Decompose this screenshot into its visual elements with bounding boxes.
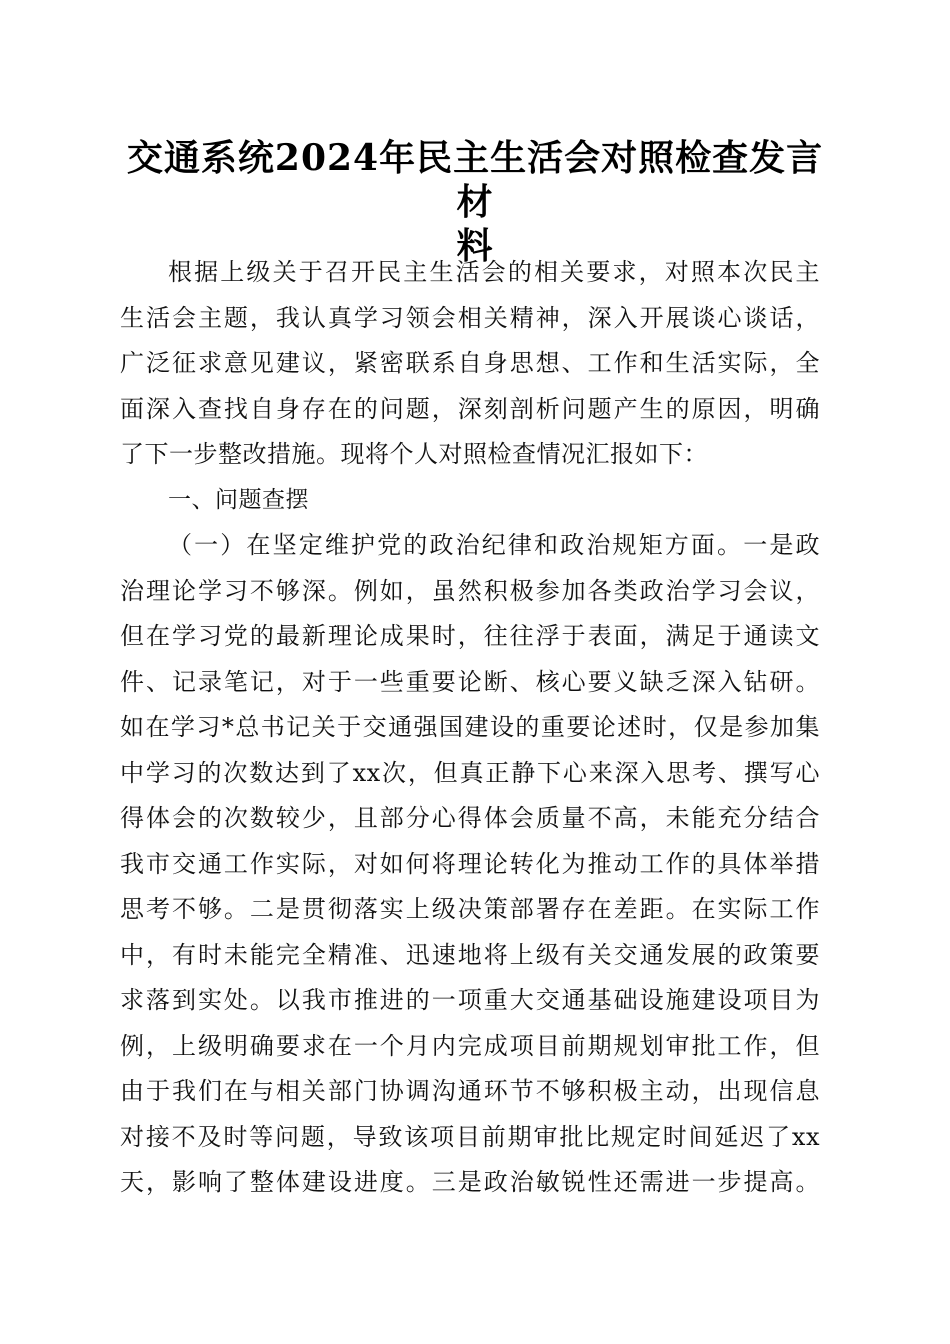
section-heading: 一、问题查摆 — [168, 486, 309, 513]
text-line: 中学习的次数达到了xx次，但真正静下心来深入思考、撰写心 — [120, 758, 820, 787]
text-line: （一）在坚定维护党的政治纪律和政治规矩方面。一是政 — [168, 531, 820, 559]
text-line: 如在学习*总书记关于交通强国建设的重要论述时，仅是参加集 — [120, 713, 820, 741]
intro-paragraph — [120, 250, 820, 478]
text-line: 生活会主题，我认真学习领会相关精神，深入开展谈心谈话， — [120, 303, 820, 332]
text-line: 但在学习党的最新理论成果时，往往浮于表面，满足于通读文 — [120, 622, 820, 650]
section-paragraph — [120, 523, 820, 1206]
text-line: 对接不及时等问题，导致该项目前期审批比规定时间延迟了xx — [120, 1122, 820, 1151]
document-title — [120, 136, 830, 268]
text-line: 思考不够。二是贯彻落实上级决策部署存在差距。在实际工作 — [120, 895, 820, 923]
text-line: 面深入查找自身存在的问题，深刻剖析问题产生的原因，明确 — [120, 394, 820, 423]
text-line: 治理论学习不够深。例如，虽然积极参加各类政治学习会议， — [120, 576, 820, 605]
text-line: 了下一步整改措施。现将个人对照检查情况汇报如下： — [120, 440, 708, 468]
document-body — [120, 250, 820, 1206]
text-line: 我市交通工作实际，对如何将理论转化为推动工作的具体举措 — [120, 849, 820, 878]
text-line: 由于我们在与相关部门协调沟通环节不够积极主动，出现信息 — [120, 1077, 820, 1105]
text-line: 例，上级明确要求在一个月内完成项目前期规划审批工作，但 — [120, 1031, 820, 1060]
text-line: 根据上级关于召开民主生活会的相关要求，对照本次民主 — [168, 258, 820, 286]
text-line: 得体会的次数较少，且部分心得体会质量不高，未能充分结合 — [120, 804, 820, 832]
text-line: 广泛征求意见建议，紧密联系自身思想、工作和生活实际，全 — [120, 349, 820, 377]
title-line-1: 交通系统2024年民主生活会对照检查发言材 — [126, 137, 824, 223]
text-line: 中，有时未能完全精准、迅速地将上级有关交通发展的政策要 — [120, 940, 820, 969]
text-line: 件、记录笔记，对于一些重要论断、核心要义缺乏深入钻研。 — [120, 667, 820, 696]
text-line: 天，影响了整体建设进度。三是政治敏锐性还需进一步提高。 — [120, 1168, 820, 1196]
title-line-2: 料 — [456, 225, 494, 267]
text-line: 求落到实处。以我市推进的一项重大交通基础设施建设项目为 — [120, 986, 820, 1014]
